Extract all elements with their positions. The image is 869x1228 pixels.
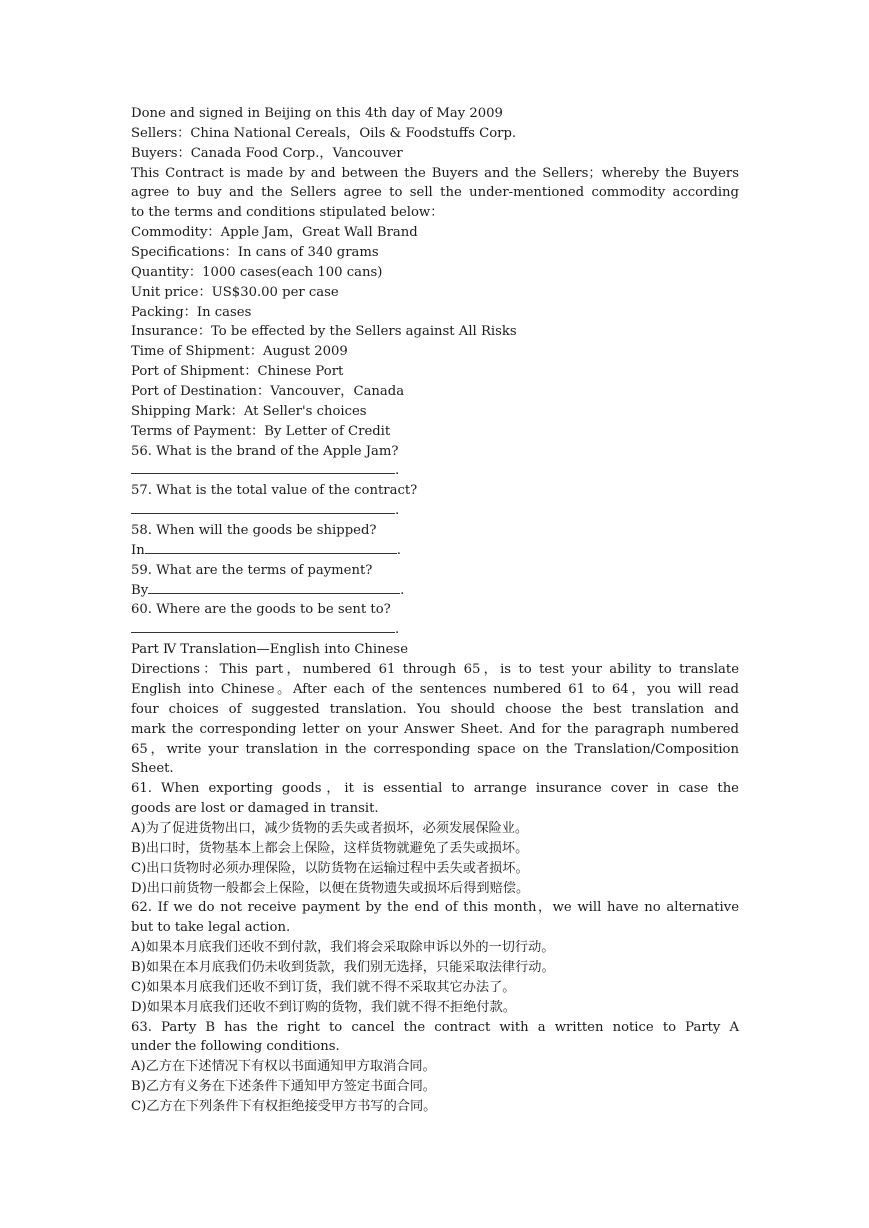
question-60: 60. Where are the goods to be sent to? — [131, 602, 391, 618]
contract-specifications-line: Specifications：In cans of 340 grams — [131, 245, 379, 261]
contract-preamble-line: agree to buy and the Sellers agree to sell the under-mentioned commodity according — [131, 185, 739, 201]
option-d: D)出口前货物一般都会上保险，以便在货物遗失或损坏后得到赔偿。 — [131, 880, 530, 896]
answer-blank[interactable] — [131, 620, 395, 633]
contract-preamble-line: to the terms and conditions stipulated below： — [131, 205, 444, 221]
question-63-stem: 63. Party B has the right to cancel the contract with a written notice to Party A — [131, 1019, 739, 1035]
contract-destination-line: Port of Destination：Vancouver，Canada — [131, 384, 405, 400]
question-61-block — [131, 779, 739, 898]
option-a: A)如果本月底我们还收不到付款，我们将会采取除申诉以外的一切行动。 — [131, 940, 555, 956]
question-62-stem: but to take legal action. — [131, 920, 291, 936]
section-heading: Part Ⅳ Translation—English into Chinese — [131, 642, 409, 658]
question-59: 59. What are the terms of payment? — [131, 562, 373, 578]
answer-blank[interactable] — [131, 501, 395, 514]
question-62-block — [131, 898, 739, 1017]
answer-blank[interactable] — [131, 461, 395, 474]
option-a: A)为了促进货物出口，减少货物的丢失或者损坏，必须发展保险业。 — [131, 820, 529, 836]
question-63-block — [131, 1018, 739, 1117]
answer-line-59: By . — [131, 582, 405, 598]
option-c: C)出口货物时必须办理保险，以防货物在运输过程中丢失或者损坏。 — [131, 860, 529, 876]
contract-shipment-time-line: Time of Shipment：August 2009 — [131, 344, 348, 360]
directions-line: English into Chinese。After each of the sentences numbered 61 to 64，you will read — [131, 681, 739, 697]
part-4-section — [131, 640, 739, 779]
question-61-stem: goods are lost or damaged in transit. — [131, 801, 379, 817]
answer-prefix: In — [131, 542, 145, 558]
option-b: B)乙方有义务在下述条件下通知甲方签定书面合同。 — [131, 1079, 436, 1095]
contract-quantity-line: Quantity：1000 cases(each 100 cans) — [131, 264, 383, 280]
directions-line: Directions：This part，numbered 61 through 65，is to test your ability to translate — [131, 662, 739, 678]
answer-line-57: . — [131, 501, 739, 521]
option-c: C)乙方在下列条件下有权拒绝接受甲方书写的合同。 — [131, 1098, 437, 1114]
contract-unit-price-line: Unit price：US$30.00 per case — [131, 284, 339, 300]
contract-shipment-port-line: Port of Shipment：Chinese Port — [131, 364, 344, 380]
answer-line-56: . — [131, 461, 739, 481]
answer-line-60: . — [131, 620, 739, 640]
question-58: 58. When will the goods be shipped? — [131, 523, 377, 539]
questions-section — [131, 442, 739, 641]
question-57: 57. What is the total value of the contract? — [131, 483, 418, 499]
contract-shipping-mark-line: Shipping Mark：At Seller's choices — [131, 403, 367, 419]
answer-blank[interactable] — [148, 581, 400, 594]
question-63-stem: under the following conditions. — [131, 1039, 340, 1055]
question-62-stem: 62. If we do not receive payment by the end of this month，we will have no alternative — [131, 900, 739, 916]
answer-blank[interactable] — [145, 541, 397, 554]
contract-insurance-line: Insurance：To be effected by the Sellers against All Risks — [131, 324, 517, 340]
contract-section — [131, 104, 739, 442]
directions-line: 65，write your translation in the corresponding space on the Translation/Composition — [131, 741, 739, 757]
contract-packing-line: Packing：In cases — [131, 304, 252, 320]
option-b: B)出口时，货物基本上都会上保险，这样货物就避免了丢失或损坏。 — [131, 840, 529, 856]
answer-line-58: In . — [131, 542, 401, 558]
directions-line: four choices of suggested translation. You should choose the best translation and — [131, 701, 739, 717]
contract-preamble-line: This Contract is made by and between the Buyers and the Sellers；whereby the Buyers — [131, 165, 739, 181]
answer-prefix: By — [131, 582, 149, 598]
option-a: A)乙方在下述情况下有权以书面通知甲方取消合同。 — [131, 1059, 436, 1075]
directions-line: mark the corresponding letter on your Answer Sheet. And for the paragraph numbered — [131, 721, 739, 737]
contract-signing-line: Done and signed in Beijing on this 4th day of May 2009 — [131, 106, 503, 121]
contract-commodity-line: Commodity：Apple Jam，Great Wall Brand — [131, 225, 418, 241]
option-d: D)如果本月底我们还收不到订购的货物，我们就不得不拒绝付款。 — [131, 999, 516, 1015]
contract-buyers-line: Buyers：Canada Food Corp.，Vancouver — [131, 145, 403, 161]
contract-payment-terms-line: Terms of Payment：By Letter of Credit — [131, 423, 391, 439]
contract-sellers-line: Sellers：China National Cereals，Oils & Foodstuffs Corp. — [131, 125, 517, 141]
question-61-stem: 61. When exporting goods，it is essential to arrange insurance cover in case the — [131, 781, 739, 797]
option-c: C)如果本月底我们还收不到订货，我们就不得不采取其它办法了。 — [131, 979, 516, 995]
option-b: B)如果在本月底我们仍未收到货款，我们别无选择，只能采取法律行动。 — [131, 959, 555, 975]
directions-line: Sheet. — [131, 761, 174, 777]
question-56: 56. What is the brand of the Apple Jam? — [131, 443, 399, 459]
